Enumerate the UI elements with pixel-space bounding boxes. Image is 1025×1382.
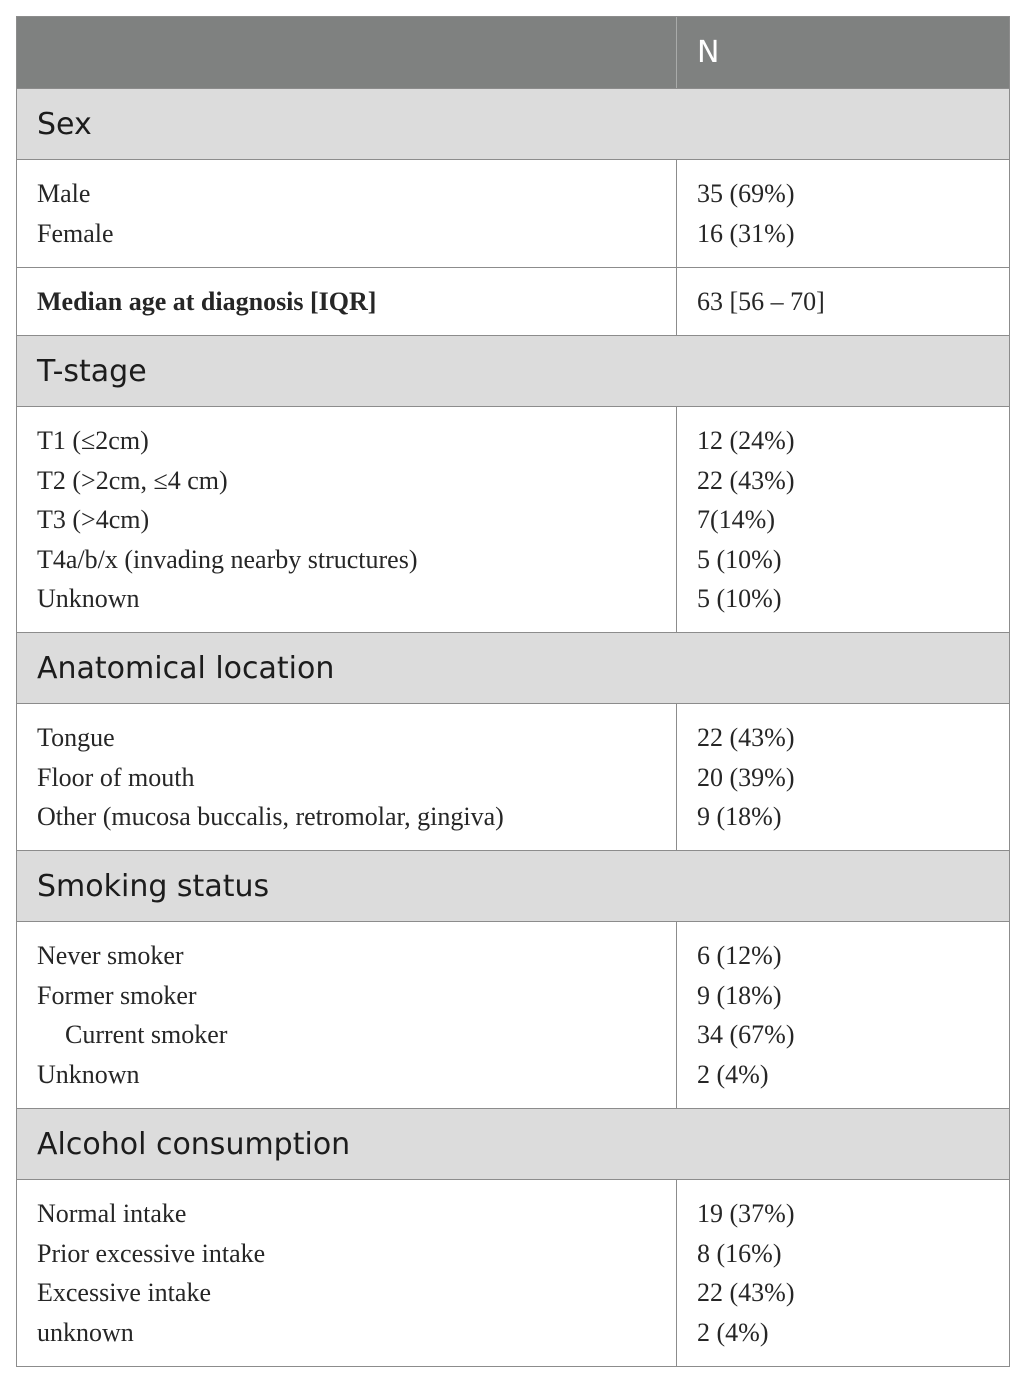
value-cell [677, 704, 1009, 850]
row-value: 22 (43%) [697, 723, 795, 752]
row-label: Former smoker [37, 980, 197, 1010]
row-label: T1 (≤2cm) [37, 426, 149, 455]
characteristics-table [16, 16, 1010, 1367]
row-label: Female [37, 218, 114, 248]
table-header-row [17, 17, 1009, 89]
row-value: 35 (69%) [697, 179, 795, 208]
label-cell [17, 704, 677, 850]
row-label: unknown [37, 1317, 134, 1347]
section-header-alcohol-consumption: Alcohol consumption [17, 1109, 1009, 1180]
row-value: 12 (24%) [697, 426, 795, 455]
table-row [17, 407, 1009, 633]
row-value: 9 (18%) [697, 980, 782, 1010]
section-header-smoking-status: Smoking status [17, 851, 1009, 922]
row-value: 7(14%) [697, 505, 775, 534]
row-value: 8 (16%) [697, 1238, 782, 1268]
row-label: T3 (>4cm) [37, 505, 150, 534]
value-cell [677, 1180, 1009, 1366]
row-value: 34 (67%) [697, 1020, 795, 1049]
row-value: 5 (10%) [697, 584, 782, 613]
label-cell [17, 1180, 677, 1366]
table-row [17, 704, 1009, 851]
row-label: Floor of mouth [37, 762, 195, 792]
median-age-label: Median age at diagnosis [IQR] [37, 287, 377, 316]
row-label: Male [37, 179, 91, 208]
row-value: 6 (12%) [697, 941, 782, 970]
row-label: Excessive intake [37, 1278, 211, 1307]
row-label: T2 (>2cm, ≤4 cm) [37, 465, 228, 495]
label-cell [17, 407, 677, 632]
section-header-sex: Sex [17, 89, 1009, 160]
row-label: Normal intake [37, 1199, 187, 1228]
label-cell [17, 268, 677, 335]
row-value: 2 (4%) [697, 1059, 769, 1089]
value-cell [677, 268, 1009, 335]
row-label: T4a/b/x (invading nearby structures) [37, 544, 418, 574]
row-value: 2 (4%) [697, 1317, 769, 1347]
header-n-cell: N [697, 35, 720, 70]
value-cell [677, 160, 1009, 267]
row-value: 19 (37%) [697, 1199, 795, 1228]
row-value: 22 (43%) [697, 1278, 795, 1307]
row-label: Tongue [37, 723, 115, 752]
header-label-cell [17, 17, 677, 88]
table-row [17, 1180, 1009, 1366]
section-header-anatomical-location: Anatomical location [17, 633, 1009, 704]
row-value: 16 (31%) [697, 218, 795, 248]
table-row [17, 160, 1009, 268]
row-label: Unknown [37, 1059, 140, 1089]
value-cell [677, 922, 1009, 1108]
table-row-median-age [17, 268, 1009, 336]
label-cell [17, 922, 677, 1108]
row-label: Never smoker [37, 941, 184, 970]
row-label: Current smoker [65, 1020, 228, 1049]
median-age-value: 63 [56 – 70] [697, 287, 825, 316]
row-value: 20 (39%) [697, 762, 795, 792]
table-row [17, 922, 1009, 1109]
row-label: Other (mucosa buccalis, retromolar, gingiva) [37, 802, 504, 831]
value-cell [677, 407, 1009, 632]
row-value: 22 (43%) [697, 465, 795, 495]
row-value: 9 (18%) [697, 802, 782, 831]
label-cell [17, 160, 677, 267]
row-label: Unknown [37, 584, 140, 613]
row-value: 5 (10%) [697, 544, 782, 574]
section-header-t-stage: T-stage [17, 336, 1009, 407]
row-label: Prior excessive intake [37, 1238, 266, 1268]
